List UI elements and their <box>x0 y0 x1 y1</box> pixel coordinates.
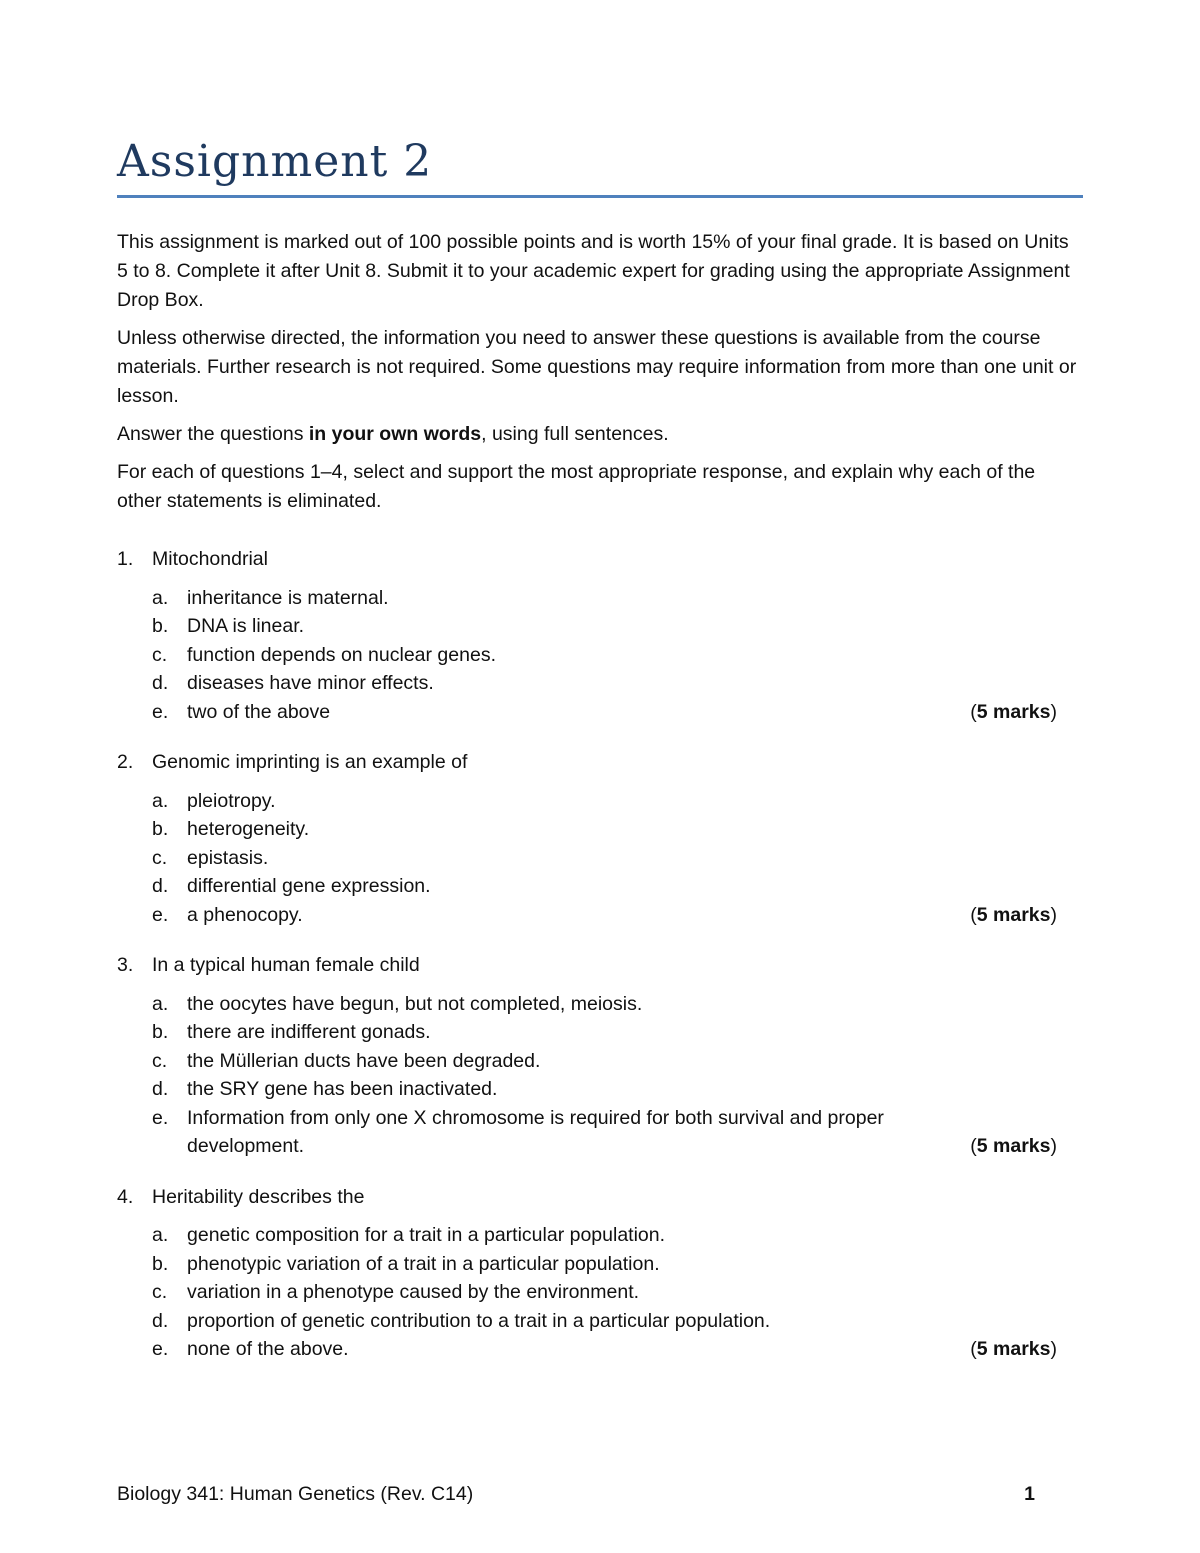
option-text: variation in a phenotype caused by the environment. <box>187 1281 640 1303</box>
question-2 <box>117 748 1057 929</box>
option-b <box>152 1250 1057 1279</box>
option-text: epistasis. <box>187 846 269 869</box>
marks-label: (5 marks) <box>970 1338 1057 1360</box>
course-label: Biology 341: Human Genetics (Rev. C14) <box>117 1483 474 1505</box>
page-title: Assignment 2 <box>117 136 433 187</box>
option-letter: d. <box>152 875 169 897</box>
intro-p3-lead: Answer the questions <box>117 423 309 445</box>
marks-value: 5 marks <box>976 700 1051 723</box>
marks-value: 5 marks <box>976 1338 1051 1360</box>
option-e <box>152 698 1057 727</box>
option-text: diseases have minor effects. <box>187 672 434 694</box>
marks-value: 5 marks <box>976 1135 1051 1157</box>
option-text: the Müllerian ducts have been degraded. <box>187 1049 541 1072</box>
question-text: Genomic imprinting is an example of <box>152 751 468 773</box>
option-letter: d. <box>152 1078 169 1100</box>
option-text: DNA is linear. <box>187 615 305 637</box>
question-3 <box>117 951 1057 1161</box>
option-letter: a. <box>152 586 169 609</box>
question-1 <box>117 545 1057 726</box>
option-letter: d. <box>152 672 169 694</box>
question-text: Heritability describes the <box>152 1185 365 1208</box>
option-letter: c. <box>152 846 168 869</box>
option-text: differential gene expression. <box>187 875 431 897</box>
option-text: phenotypic variation of a trait in a particular population. <box>187 1252 660 1275</box>
option-a <box>152 584 1057 613</box>
option-letter: e. <box>152 903 169 926</box>
option-text: function depends on nuclear genes. <box>187 643 496 666</box>
page-number: 1 <box>1024 1483 1035 1505</box>
option-list <box>117 990 1057 1161</box>
option-b <box>152 815 1057 844</box>
marks-value: 5 marks <box>976 903 1051 926</box>
option-text: two of the above <box>187 700 331 723</box>
intro-p3-emphasis: in your own words <box>308 423 482 445</box>
option-d <box>152 1075 1057 1104</box>
title-underline <box>117 195 1083 198</box>
intro-p3-tail: , using full sentences. <box>481 423 669 445</box>
option-list <box>117 1221 1057 1364</box>
option-letter: b. <box>152 1252 169 1275</box>
option-b <box>152 612 1057 641</box>
option-letter: b. <box>152 818 169 840</box>
question-text: In a typical human female child <box>152 954 420 976</box>
intro-paragraph-1: This assignment is marked out of 100 possible points and is worth 15% of your final grade. It is based on Units 5 to 8. Complete it after Unit 8. Submit it to your academic expert for grading using the appropriate Assignment Drop Box. <box>117 231 1070 311</box>
option-text: genetic composition for a trait in a particular population. <box>187 1224 666 1246</box>
intro-paragraph-4: For each of questions 1–4, select and support the most appropriate response, and explain why each of the other statements is eliminated. <box>117 461 1036 512</box>
option-b <box>152 1018 1057 1047</box>
question-number: 1. <box>117 548 134 570</box>
option-text: there are indifferent gonads. <box>187 1021 431 1043</box>
option-list <box>117 584 1057 727</box>
option-letter: e. <box>152 1106 169 1129</box>
option-a <box>152 990 1057 1019</box>
option-c <box>152 1278 1057 1307</box>
option-d <box>152 1307 1057 1336</box>
option-c <box>152 844 1057 873</box>
option-letter: e. <box>152 700 169 723</box>
option-letter: c. <box>152 643 168 666</box>
intro-paragraph-2: Unless otherwise directed, the information you need to answer these questions is available from the course materials. Further research is not required. Some questions may require information from more than one unit or lesson. <box>117 327 1077 407</box>
question-4 <box>117 1183 1057 1364</box>
option-e <box>152 1104 1057 1161</box>
option-letter: a. <box>152 789 169 812</box>
intro-paragraph-3 <box>117 420 1083 449</box>
option-e <box>152 901 1057 930</box>
marks-label: (5 marks) <box>970 903 1057 926</box>
option-letter: a. <box>152 992 169 1015</box>
question-stem <box>117 1183 1057 1212</box>
option-letter: c. <box>152 1049 168 1072</box>
question-stem <box>117 545 1057 574</box>
option-d <box>152 872 1057 901</box>
option-list <box>117 787 1057 930</box>
option-text: a phenocopy. <box>187 903 303 926</box>
option-text: the SRY gene has been inactivated. <box>187 1078 498 1100</box>
question-number: 2. <box>117 751 134 773</box>
option-text: Information from only one X chromosome is required for both survival and proper development. <box>187 1106 884 1157</box>
marks-label: (5 marks) <box>970 1135 1057 1157</box>
option-d <box>152 669 1057 698</box>
option-letter: b. <box>152 1021 169 1043</box>
option-c <box>152 1047 1057 1076</box>
question-stem <box>117 951 1057 980</box>
option-text: inheritance is maternal. <box>187 586 389 609</box>
option-e <box>152 1335 1057 1364</box>
question-stem <box>117 748 1057 777</box>
marks-label: (5 marks) <box>970 700 1057 723</box>
question-text: Mitochondrial <box>152 548 268 570</box>
option-letter: a. <box>152 1224 169 1246</box>
option-letter: b. <box>152 615 169 637</box>
option-text: pleiotropy. <box>187 789 276 812</box>
option-c <box>152 641 1057 670</box>
option-a <box>152 787 1057 816</box>
option-letter: e. <box>152 1338 169 1360</box>
option-a <box>152 1221 1057 1250</box>
option-text: the oocytes have begun, but not completed, meiosis. <box>187 992 643 1015</box>
option-text: none of the above. <box>187 1338 349 1360</box>
option-letter: c. <box>152 1281 168 1303</box>
question-number: 3. <box>117 954 134 976</box>
instructions <box>117 228 1083 525</box>
option-letter: d. <box>152 1309 169 1332</box>
question-number: 4. <box>117 1185 134 1208</box>
option-text: proportion of genetic contribution to a trait in a particular population. <box>187 1309 771 1332</box>
option-text: heterogeneity. <box>187 818 310 840</box>
question-list <box>117 545 1057 1386</box>
